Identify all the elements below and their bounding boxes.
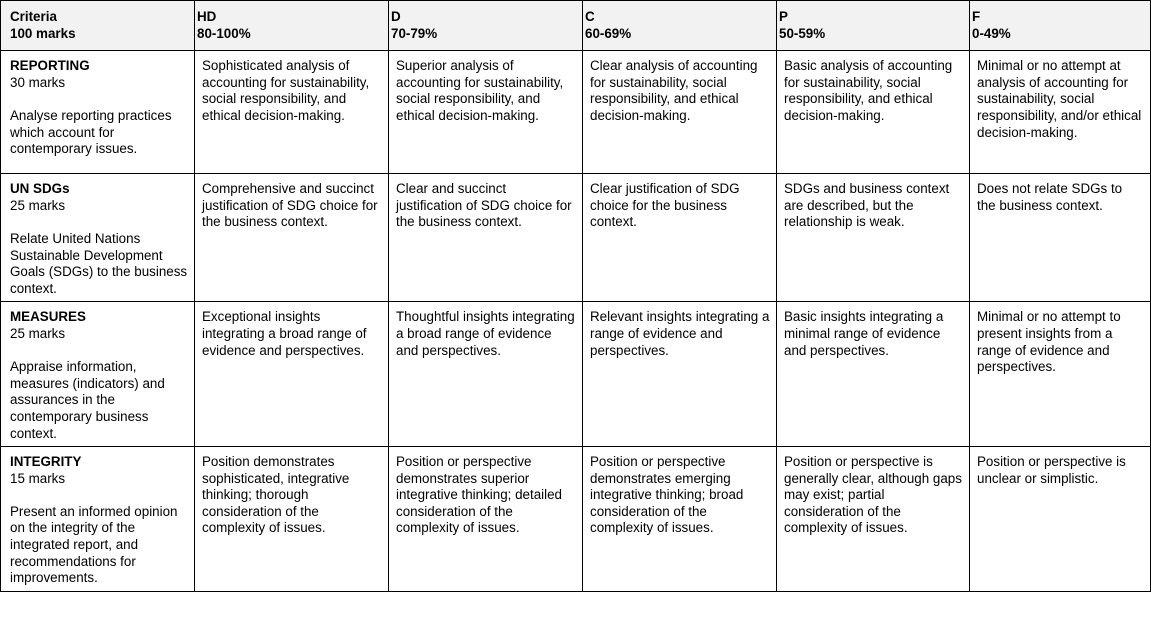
descriptor-p: Position or perspective is generally clear, although gaps may exist; partial consideration of the complexity of issues. xyxy=(777,447,970,592)
header-row xyxy=(1,1,1151,51)
descriptor-f: Position or perspective is unclear or simplistic. xyxy=(970,447,1151,592)
criterion-title: REPORTING xyxy=(10,58,90,74)
descriptor-d: Clear and succinct justification of SDG choice for the business context. xyxy=(389,174,583,302)
descriptor-c: Clear justification of SDG choice for the business context. xyxy=(583,174,777,302)
criterion-cell xyxy=(1,174,195,302)
descriptor-p: SDGs and business context are described, but the relationship is weak. xyxy=(777,174,970,302)
grade-label: F xyxy=(972,9,981,24)
descriptor-hd: Sophisticated analysis of accounting for sustainability, social responsibility, and ethical decision-making. xyxy=(195,51,389,174)
descriptor-d: Position or perspective demonstrates superior integrative thinking; detailed consideration of the complexity of issues. xyxy=(389,447,583,592)
grade-range: 0-49% xyxy=(972,25,1011,41)
criterion-title: MEASURES xyxy=(10,309,86,325)
criterion-description: Relate United Nations Sustainable Development Goals (SDGs) to the business context. xyxy=(10,230,188,296)
criterion-marks: 30 marks xyxy=(10,74,66,90)
criterion-marks: 25 marks xyxy=(10,325,66,341)
grade-label: P xyxy=(779,9,788,24)
descriptor-p: Basic analysis of accounting for sustainability, social responsibility, and ethical decision-making. xyxy=(777,51,970,174)
grade-header-f xyxy=(970,1,1151,51)
descriptor-hd: Exceptional insights integrating a broad range of evidence and perspectives. xyxy=(195,302,389,447)
grade-header-hd xyxy=(195,1,389,51)
criterion-row-reporting xyxy=(1,51,1151,174)
descriptor-c: Clear analysis of accounting for sustainability, social responsibility, and ethical decision-making. xyxy=(583,51,777,174)
descriptor-hd: Position demonstrates sophisticated, integrative thinking; thorough consideration of the complexity of issues. xyxy=(195,447,389,592)
criteria-header-title: Criteria xyxy=(10,9,57,24)
criterion-row-integrity xyxy=(1,447,1151,592)
descriptor-c: Position or perspective demonstrates emerging integrative thinking; broad consideration of the complexity of issues. xyxy=(583,447,777,592)
grade-label: HD xyxy=(197,9,217,24)
grade-range: 60-69% xyxy=(585,25,632,41)
grade-header-c xyxy=(583,1,777,51)
grade-label: D xyxy=(391,9,401,24)
criterion-description: Appraise information, measures (indicators) and assurances in the contemporary business context. xyxy=(10,359,165,441)
criterion-marks: 15 marks xyxy=(10,470,66,486)
criterion-cell xyxy=(1,51,195,174)
descriptor-p: Basic insights integrating a minimal range of evidence and perspectives. xyxy=(777,302,970,447)
criterion-title: INTEGRITY xyxy=(10,454,82,470)
descriptor-d: Thoughtful insights integrating a broad range of evidence and perspectives. xyxy=(389,302,583,447)
criteria-header-marks: 100 marks xyxy=(10,25,76,41)
grade-range: 80-100% xyxy=(197,25,251,41)
criterion-row-measures xyxy=(1,302,1151,447)
descriptor-f: Does not relate SDGs to the business context. xyxy=(970,174,1151,302)
criteria-header xyxy=(1,1,195,51)
criterion-description: Present an informed opinion on the integrity of the integrated report, and recommendations for improvements. xyxy=(10,503,178,586)
grade-header-d xyxy=(389,1,583,51)
grade-label: C xyxy=(585,9,595,24)
criterion-cell xyxy=(1,447,195,592)
grade-range: 70-79% xyxy=(391,25,438,41)
criterion-row-un-sdgs xyxy=(1,174,1151,302)
descriptor-c: Relevant insights integrating a range of evidence and perspectives. xyxy=(583,302,777,447)
descriptor-d: Superior analysis of accounting for sustainability, social responsibility, and ethical decision-making. xyxy=(389,51,583,174)
criterion-title: UN SDGs xyxy=(10,181,70,197)
grade-header-p xyxy=(777,1,970,51)
criterion-description: Analyse reporting practices which account for contemporary issues. xyxy=(10,107,172,157)
criterion-marks: 25 marks xyxy=(10,197,66,213)
descriptor-f: Minimal or no attempt at analysis of accounting for sustainability, social responsibility, and/or ethical decision-making. xyxy=(970,51,1151,174)
descriptor-hd: Comprehensive and succinct justification of SDG choice for the business context. xyxy=(195,174,389,302)
grade-range: 50-59% xyxy=(779,25,826,41)
criterion-cell xyxy=(1,302,195,447)
descriptor-f: Minimal or no attempt to present insights from a range of evidence and perspectives. xyxy=(970,302,1151,447)
